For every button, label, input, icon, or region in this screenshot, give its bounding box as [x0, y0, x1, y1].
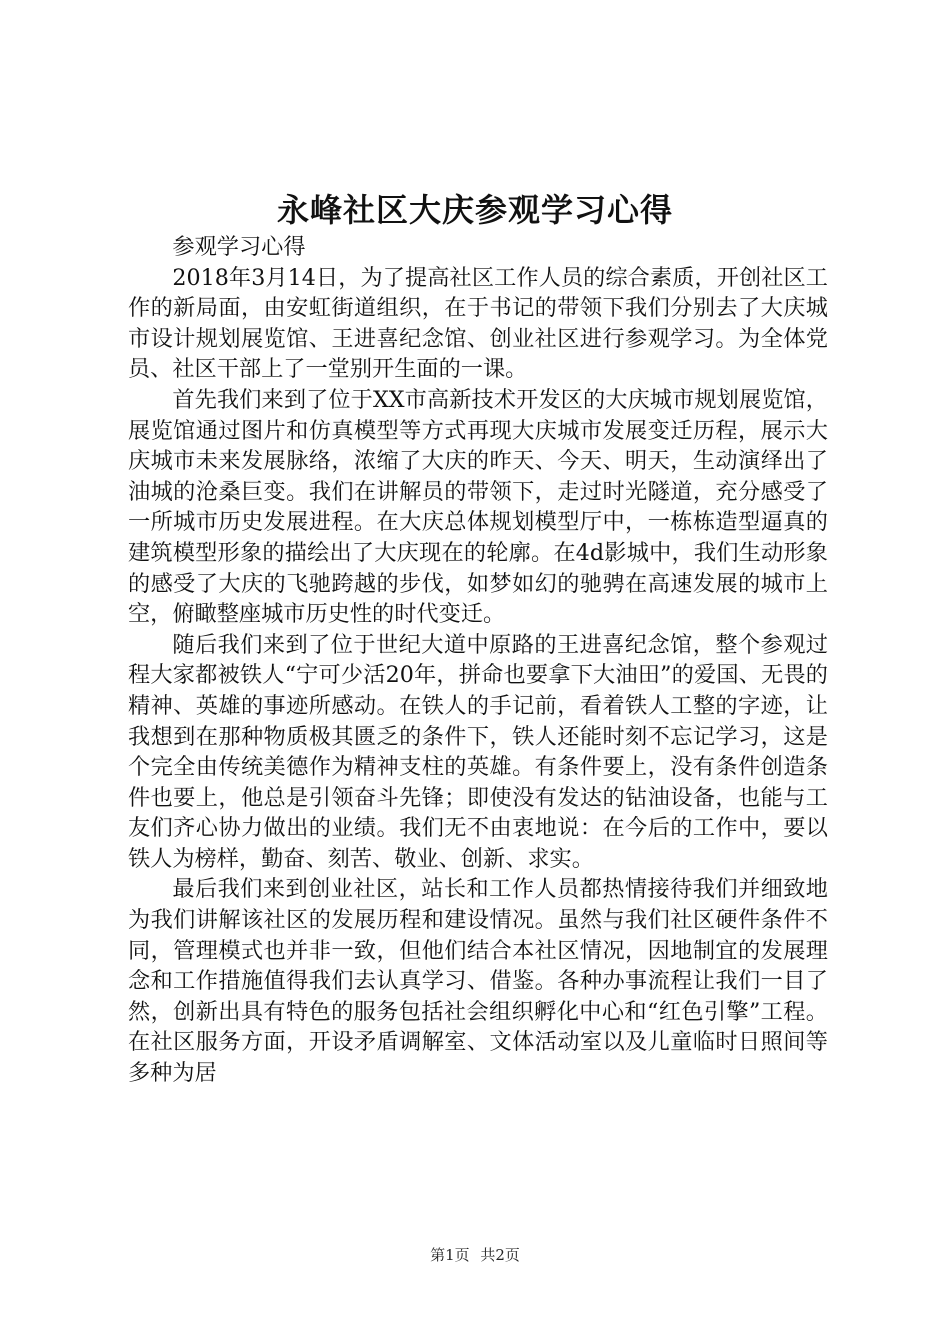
- page-number: 第1页: [430, 1246, 470, 1264]
- document-body: [128, 232, 828, 1089]
- page-total: 共2页: [480, 1246, 520, 1264]
- paragraph: 随后我们来到了位于世纪大道中原路的王进喜纪念馆，整个参观过程大家都被铁人“宁可少活20年，拼命也要拿下大油田”的爱国、无畏的精神、英雄的事迹所感动。在铁人的手记前，看着铁人工整的字迹，让我想到在那种物质极其匮乏的条件下，铁人还能时刻不忘记学习，这是个完全由传统美德作为精神支柱的英雄。有条件要上，没有条件创造条件也要上，他总是引领奋斗先锋；即使没有发达的钻油设备，也能与工友们齐心协力做出的业绩。我们无不由衷地说：在今后的工作中，要以铁人为榜样，勤奋、刻苦、敬业、创新、求实。: [128, 631, 828, 872]
- page-footer: [0, 1243, 950, 1267]
- paragraph: 2018年3月14日，为了提高社区工作人员的综合素质，开创社区工作的新局面，由安虹街道组织，在于书记的带领下我们分别去了大庆城市设计规划展览馆、王进喜纪念馆、创业社区进行参观学习。为全体党员、社区干部上了一堂别开生面的一课。: [128, 264, 828, 383]
- document-title: 永峰社区大庆参观学习心得: [276, 191, 673, 229]
- paragraph: 最后我们来到创业社区，站长和工作人员都热情接待我们并细致地为我们讲解该社区的发展历程和建设情况。虽然与我们社区硬件条件不同，管理模式也并非一致，但他们结合本社区情况，因地制宜的发展理念和工作措施值得我们去认真学习、借鉴。各种办事流程让我们一目了然，创新出具有特色的服务包括社会组织孵化中心和“红色引擎”工程。在社区服务方面，开设矛盾调解室、文体活动室以及儿童临时日照间等多种为居: [128, 876, 828, 1087]
- paragraph-subtitle: 参观学习心得: [172, 234, 306, 260]
- paragraph: 首先我们来到了位于XX市高新技术开发区的大庆城市规划展览馆，展览馆通过图片和仿真模型等方式再现大庆城市发展变迁历程，展示大庆城市未来发展脉络，浓缩了大庆的昨天、今天、明天，生动演绎出了油城的沧桑巨变。我们在讲解员的带领下，走过时光隧道，充分感受了一所城市历史发展进程。在大庆总体规划模型厅中，一栋栋造型逼真的建筑模型形象的描绘出了大庆现在的轮廓。在4d影城中，我们生动形象的感受了大庆的飞驰跨越的步伐，如梦如幻的驰骋在高速发展的城市上空，俯瞰整座城市历史性的时代变迁。: [128, 386, 828, 628]
